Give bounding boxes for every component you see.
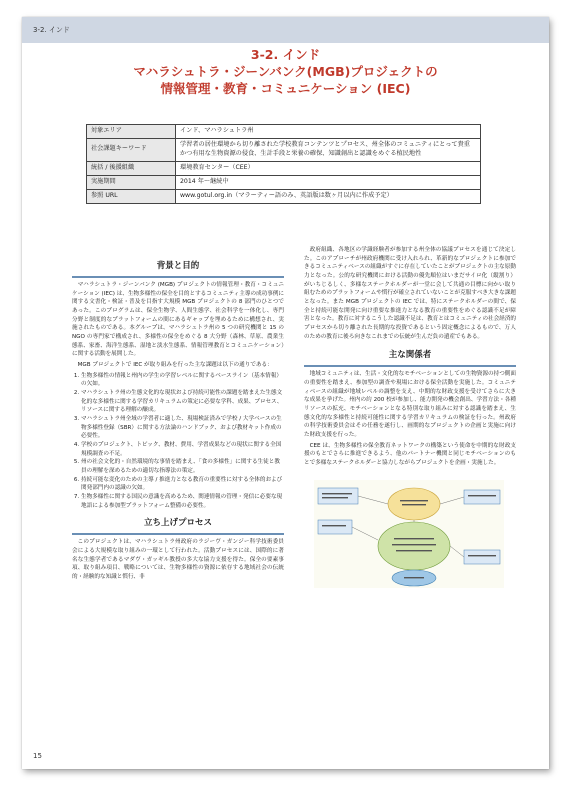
info-key: 統括 / 後援組織 [87, 161, 176, 175]
page-title-line1: 3-2. インド [250, 47, 321, 62]
diagram-node [378, 522, 450, 570]
actors-heading: 主な関係者 [304, 349, 516, 367]
info-value: 学習者の居住環境から切り離された学校教育コンテンツとプロセス、州全体のコミュニティにとって貴重かつ有用な生物資源の侵食、生計手段と栄養の確保、知識創出と認識をめぐる植民地性 [176, 138, 481, 161]
list-item: 2. マハラシュトラ州の生態文化的な現状および持続可能性の課題を踏まえた生態文化的な多様性に関する学習カリキュラムの策定に必要な学科、成果、プロセス、リソースに関する理解の醸成。 [81, 389, 284, 415]
info-value: 2014 年～継続中 [176, 175, 481, 189]
list-item: 3. マハラシュトラ州全域の学習者に適した、現場検証済みで学校 / 大学ベースの生物多様性登録（SBR）に関する方法論のハンドブック、および教材キット作成の必要性。 [81, 415, 284, 441]
diagram-box [318, 520, 352, 534]
info-key: 対象エリア [87, 125, 176, 139]
section-label: 3-2. インド [33, 26, 70, 34]
table-row [87, 138, 481, 161]
background-paragraph: MGB プロジェクトで IEC が取り組みを行った主な課題は以下の通りである： [77, 362, 273, 369]
actors-paragraph: 地域コミュニティは、生活・文化的なモチベーションとしての生物資源の持つ側面の重要性を踏まえ、参加型の調査や現場における保全活動を実施した。コミュニティベースの組織が地域レベルの調整を支え、中期的な財政支援を受けてさらに大きな成果を挙げた。州内の約 200 校が参加し、能力開発の機会創出、学習方法・各種リソースの拡充、モチベーションとなる特別な取り組みに対する認識を踏まえ、生態文化的な多様性と持続可能性に関する学習カリキュラムの検証を行った。州政府の科学技術委員会はその任務を遂行し、画期的なプロジェクトの企画と実施に向けた財政支援を行った。 [304, 371, 516, 438]
diagram-box [464, 550, 500, 564]
actors-paragraph: CEE は、生物多様性の保全教育ネットワークの構築という使命を中期的な財政支援のもとでさらに推進できるよう、他のパートナー機関と同じモチベーションのもとで多様なステークホルダーと協力しながらプロジェクトを企画・実施した。 [304, 442, 516, 466]
page-title-line2: マハラシュトラ・ジーンバンク(MGB)プロジェクトの [133, 64, 438, 79]
table-row [87, 125, 481, 139]
list-item: 5. 州の社会文化的・自然環境的な事情を踏まえ、「食の多様性」に関する生徒と教員の理解を深めるための適切な指導法の策定。 [81, 458, 284, 475]
info-key: 社会課題キーワード [87, 138, 176, 161]
continued-paragraph: 政府組織、各地区の学識経験者が参加する州全体の協議プロセスを通じて決定した。このアプローチが州政府機関に受け入れられ、革新的なプロジェクトに参加できるコミュニティベースの組織がすぐに存在していたことがプロジェクトの主な原動力となった。公的な研究機関における活動の優先順位はいまだサイロ化（縦割り）がいちじるしく、多様なステークホルダーが一堂に会して共通の目標に向かい取り組むためのプラットフォームや慣行が確立されていないことが克服すべき大きな課題となった。また MGB プロジェクトの IEC では、特にステークホルダーの間で、保全と持続可能な開発に向け重要な推進力となる教育の重要性をめぐる認識不足が障害となった。教育に対するこうした認識不足は、教育とはコミュニティの社会経済的プロセスから切り離された長期的な投資であるという固定概念によるもので、万人のための教育に後ろ向きなこれまでの伝統が生んだ負の遺産でもある。 [304, 247, 517, 340]
launch-heading: 立ち上げプロセス [72, 517, 284, 535]
header-band [22, 17, 549, 43]
info-key: 参照 URL [87, 189, 176, 203]
table-row [87, 189, 481, 203]
table-row [87, 161, 481, 175]
left-column [72, 257, 284, 584]
launch-paragraph: このプロジェクトは、マハラシュトラ州政府のラジーヴ・ガンジー科学技術委員会による大規模な取り組みの一環として行われた。活動プロセスには、国際的に著名な生態学者であるマダヴ・ガッギル教授の多大な協力支援を得た。保全の要素事項、取り組み項目、戦略については、生物多様性の資源に依存する地域社会の伝統的・経験的な知識と慣行、非 [72, 539, 284, 581]
background-heading: 背景と目的 [72, 260, 284, 278]
page-title-line3: 情報管理・教育・コミュニケーション (IEC) [160, 81, 411, 96]
project-info-table [86, 124, 481, 204]
list-item: 7. 生物多様性に関する国民の意識を高めるため、関連情報の管理・発信に必要な現地語による参加型プラットフォーム整備の必要性。 [81, 493, 284, 510]
info-key: 実施期間 [87, 175, 176, 189]
table-row [87, 175, 481, 189]
list-item: 6. 持続可能な変化のための主導 / 推進力となる教育の重要性に対する全体的および関発部門内の認識の欠如。 [81, 476, 284, 493]
issues-list [72, 372, 284, 511]
info-value[interactable]: www.gotul.org.in（マラーティー語のみ、英語版は数ヶ月以内に作成予定） [176, 189, 481, 203]
list-item: 1. 生物多様性の情報と州内の学生の学習レベルに関するベースライン（基本情報）の欠如。 [81, 372, 284, 389]
diagram-box [464, 490, 500, 504]
stakeholder-diagram [314, 480, 504, 588]
info-value: インド、マハラシュトラ州 [176, 125, 481, 139]
diagram-box [318, 488, 358, 504]
background-paragraph: マハラシュトラ・ジーンバンク (MGB) プロジェクトの情報管理・教育・コミュニケーション (IEC) は、生物多様性の保全を目的とするコミュニティ主導の成功事例に関する文書化・検証・普及を目指す大規模 MGB プロジェクトの 8 部門のひとつであった。このプログラムは、保全生物学、人間生態学、社会科学を一体化し、専門分野と制度的なプラットフォームの間にあるギャップを埋めるために構想され、実施されたものである。本グループは、マハラシュトラ州の 5 つの研究機関と 15 の NGO の専門家で構成され、多様性の保全をめぐる 8 大分野（森林、草原、農業生態系、家畜、海洋生態系、湿地と淡水生態系、情報管理教育とコミュニケーション）に関する活動を展開した。 [72, 282, 285, 358]
list-item: 4. 学校のプロジェクト、トピック、教材、費用、学習成果などの現状に関する全国規模調査の不足。 [81, 441, 284, 458]
document-page [22, 17, 549, 769]
right-column [304, 246, 516, 591]
info-value: 環境教育センター（CEE） [176, 161, 481, 175]
page-number: 15 [33, 752, 42, 760]
